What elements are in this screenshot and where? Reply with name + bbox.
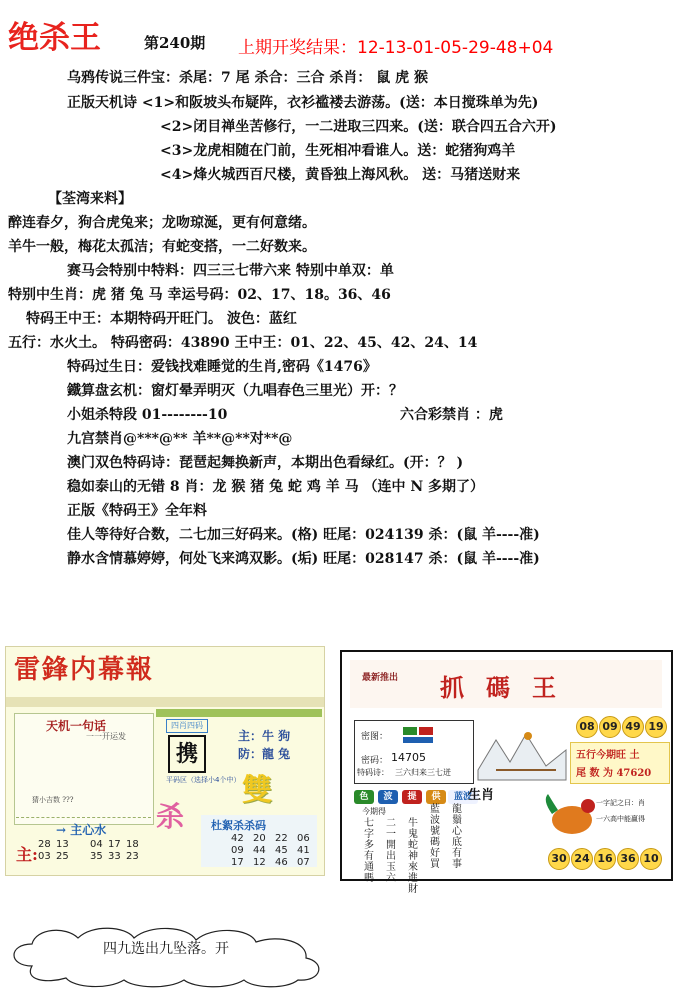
main-heart-label: → 主心水 (56, 823, 107, 837)
column-text-1: 七字多有通嗎 (364, 818, 374, 884)
secret-chart-icon (401, 725, 441, 747)
king-of-kings-line: 特码王中王：本期特码开旺门。 波色：蓝红 (26, 311, 297, 327)
bottom-ball-5: 10 (640, 848, 662, 870)
special-pick-line: 赛马会特别中特料：四三三七带六来 特别中单双：单 (67, 263, 394, 279)
this-issue-label: 今期得 (362, 807, 386, 816)
one-liner-sub: 一一开运发 (86, 732, 126, 741)
flat-code-note: 平码区（选择小4个中） (166, 776, 241, 784)
one-word-text: 一字記之曰：肖 (596, 799, 645, 807)
four-pick-pill: 四肖四码 (166, 719, 208, 733)
color-tag-1: 色 (354, 790, 374, 804)
five-elements-text: 五行今期旺 土 (576, 750, 640, 761)
color-tag-5: 蓝波 (448, 790, 478, 804)
guess-small-text: 猜小吉数 ??? (32, 796, 74, 804)
segment-line: 小姐杀特段 01--------10 (67, 407, 228, 423)
poem-line-1: 正版天机诗 <1>和阪坡头布疑阵，衣衫褴褛去游荡。(送：本日搅珠单为先) (67, 95, 539, 111)
guard-zodiac: 防：龍 兔 (238, 747, 291, 761)
poem-tail-line-2: 静水含情慕婷婷，何处飞来鸿双影。(垢) 旺尾：028147 杀：(鼠 羊----准) (67, 551, 540, 567)
page-title: 绝杀王 (8, 20, 101, 56)
annual-material-line: 正版《特码王》全年料 (67, 503, 207, 519)
color-tag-3: 提 (402, 790, 422, 804)
poem-line-3: <3>龙虎相随在门前，生死相冲看谁人。送：蛇猪狗鸡羊 (160, 143, 516, 159)
main-zodiac: 主：牛 狗 (238, 729, 291, 743)
landscape-illustration (476, 720, 568, 782)
secret-chart-box (354, 720, 474, 784)
bottom-ball-4: 36 (617, 848, 639, 870)
birthday-line: 特码过生日：爱钱找难睡觉的生肖,密码《1476》 (67, 359, 377, 375)
green-bar (156, 709, 322, 717)
one-liner-heading: 天机一句话 (46, 719, 107, 733)
double-character: 雙 (242, 773, 272, 808)
nine-palace-line: 九宫禁肖@***@** 羊**@**对**@ (67, 431, 293, 447)
column-text-3: 牛鬼蛇神來進財 (408, 818, 418, 895)
one-six-text: 一六高中能赢得 (596, 815, 645, 823)
main-label: 主: (16, 845, 38, 864)
crow-legend-line: 乌鸦传说三件宝：杀尾：7 尾 杀合：三合 杀肖： 鼠 虎 猴 (67, 70, 428, 86)
poem-tail-line-1: 佳人等待好合数，二七加三好码来。(格) 旺尾：024139 杀：(鼠 羊----准) (67, 527, 540, 543)
big-character: 携 (168, 735, 206, 773)
verse-line-1: 醉连春夕，狗合虎兔来；龙吻琼涎，更有何意绪。 (8, 215, 316, 231)
poem-line-2: <2>闭目禅坐苦修行，一二进取三四来。(送：联合四五合六开) (160, 119, 557, 135)
code-label: 密码： (361, 756, 389, 766)
color-tag-4: 供 (426, 790, 446, 804)
column-text-4: 藍波號碼好買 (430, 804, 440, 870)
banned-zodiac-line: 六合彩禁肖 ：虎 (400, 407, 503, 423)
tail-number-text: 尾 数 为 47620 (576, 768, 652, 779)
top-ball-1: 08 (576, 716, 598, 738)
five-elements-line: 五行：水火土。 特码密码：43890 王中王：01、22、45、42、24、14 (8, 335, 478, 351)
grab-code-title: 抓碼王 (440, 673, 578, 702)
special-poem-label: 特码诗： (357, 768, 389, 777)
top-ball-3: 49 (622, 716, 644, 738)
kill-character: 杀 (156, 800, 185, 833)
bottom-ball-2: 24 (571, 848, 593, 870)
zodiac-heading: 生肖 (468, 788, 495, 803)
latest-label: 最新推出 (362, 673, 399, 683)
special-poem-value: 三六归来三七迸 (395, 768, 451, 777)
poem-line-4: <4>烽火城西百尺楼，黄昏独上海风秋。 送：马猪送财来 (160, 167, 521, 183)
bottom-ball-1: 30 (548, 848, 570, 870)
grab-code-king-panel (340, 650, 673, 895)
zodiac-line: 特别中生肖：虎 猪 兔 马 幸运号码：02、17、18。36、46 (8, 287, 391, 303)
abacus-line: 鐵算盘玄机：窗灯晕弄明灭（九唱春色三里光）开：？ (67, 383, 403, 399)
last-draw-result: 上期开奖结果：12-13-01-05-29-48+04 (238, 38, 554, 58)
bottom-ball-3: 16 (594, 848, 616, 870)
leifeng-title: 雷鋒内幕報 (14, 655, 155, 685)
color-tag-2: 波 (378, 790, 398, 804)
leifeng-insider-panel: 雷鋒内幕報 天机一句话 一一开运发 猜小吉数 ??? → 主心水 主: 28 13 04 17 18 03 25 35 33 23 四肖四码 携 主：牛 狗 防：龍 兔 平码区（选择小4个中） 雙 杀 杜絮杀杀码 42 20 22 06 09 44 45 41 17 12 46 07 (5, 646, 325, 876)
dash-divider (16, 817, 151, 818)
eight-zodiac-line: 稳如泰山的无错 8 肖：龙 猴 猪 兔 蛇 鸡 羊 马 （连中 N 多期了） (67, 479, 485, 495)
column-text-2: 二一開出玉六 (386, 818, 396, 884)
verse-line-2: 羊牛一般，梅花太孤洁；有蛇变搭，一二好数来。 (8, 239, 316, 255)
top-ball-2: 09 (599, 716, 621, 738)
cloud-text: 四九选出九坠落。开 (103, 941, 229, 957)
secret-chart-label: 密图： (361, 732, 389, 742)
code-value: 14705 (391, 751, 426, 764)
panel-divider (6, 697, 324, 707)
column-text-5: 龍鬚心底有事 (452, 804, 462, 870)
kill-title: 杜絮杀杀码 (211, 819, 266, 832)
issue-number: 第240期 (144, 34, 206, 52)
section-heading: 【荃湾来料】 (48, 191, 132, 207)
macau-poem-line: 澳门双色特码诗：琵琶起舞换新声，本期出色看绿红。(开：？ ) (67, 455, 464, 471)
top-ball-4: 19 (645, 716, 667, 738)
